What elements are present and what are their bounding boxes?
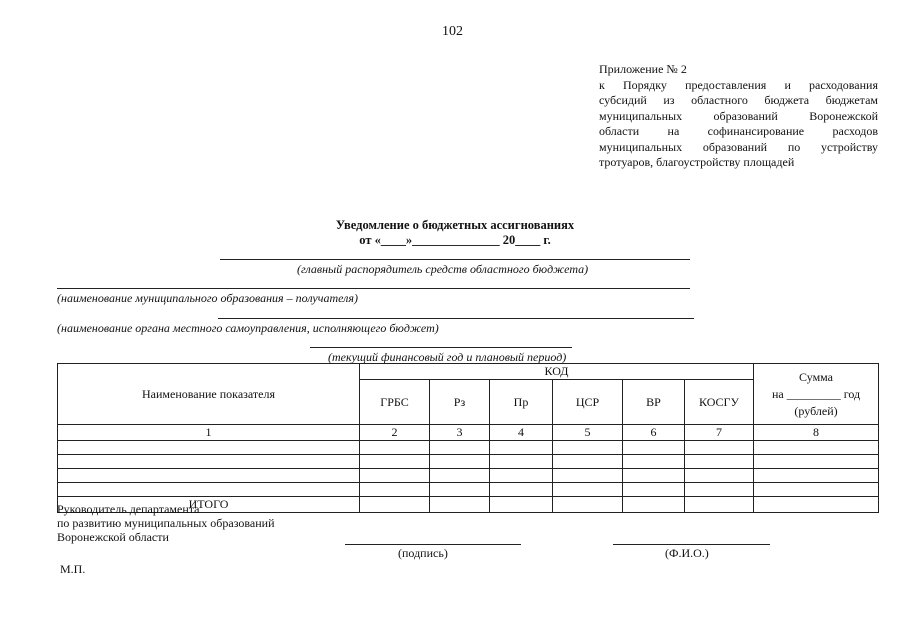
signatory-line: Воронежской области bbox=[57, 530, 169, 544]
empty-cell[interactable] bbox=[685, 469, 754, 483]
appendix-block bbox=[599, 62, 878, 171]
column-number: 5 bbox=[553, 425, 623, 441]
empty-cell[interactable] bbox=[553, 441, 623, 455]
table-row bbox=[58, 483, 879, 497]
empty-cell[interactable] bbox=[58, 483, 360, 497]
column-number-row bbox=[58, 425, 879, 441]
fill-line-municipality bbox=[57, 288, 690, 289]
empty-cell[interactable] bbox=[685, 483, 754, 497]
empty-cell[interactable] bbox=[553, 497, 623, 513]
page-number: 102 bbox=[442, 24, 463, 39]
column-number: 6 bbox=[623, 425, 685, 441]
caption-local-authority: (наименование органа местного самоуправления, исполняющего бюджет) bbox=[57, 321, 439, 335]
empty-cell[interactable] bbox=[430, 483, 490, 497]
header-code: КОД bbox=[360, 364, 754, 380]
empty-cell[interactable] bbox=[553, 455, 623, 469]
header-sum bbox=[754, 364, 879, 425]
document-date-line: от «____»______________ 20____ г. bbox=[359, 233, 551, 247]
table-row bbox=[58, 469, 879, 483]
signatory-block bbox=[57, 502, 275, 544]
appendix-line: муниципальных образований по устройству bbox=[599, 139, 878, 154]
empty-cell[interactable] bbox=[623, 497, 685, 513]
caption-period: (текущий финансовый год и плановый период) bbox=[328, 350, 567, 364]
appendix-line: области на софинансирование расходов bbox=[599, 124, 878, 138]
appendix-line: тротуаров, благоустройству площадей bbox=[599, 155, 795, 169]
empty-cell[interactable] bbox=[58, 455, 360, 469]
empty-cell[interactable] bbox=[490, 483, 553, 497]
appendix-line: муниципальных образований Воронежской bbox=[599, 108, 878, 123]
name-line bbox=[613, 544, 770, 545]
header-code-pr: Пр bbox=[490, 380, 553, 425]
column-number: 4 bbox=[490, 425, 553, 441]
header-sum-title: Сумма bbox=[799, 369, 834, 384]
column-number: 3 bbox=[430, 425, 490, 441]
appropriations-table bbox=[57, 363, 879, 513]
empty-cell[interactable] bbox=[490, 455, 553, 469]
document-title: Уведомление о бюджетных ассигнованиях bbox=[335, 218, 575, 232]
empty-cell[interactable] bbox=[623, 455, 685, 469]
empty-cell[interactable] bbox=[623, 441, 685, 455]
signatory-line: Руководитель департамента bbox=[57, 502, 200, 516]
empty-cell[interactable] bbox=[58, 441, 360, 455]
table-row bbox=[58, 441, 879, 455]
table-row bbox=[58, 455, 879, 469]
empty-cell[interactable] bbox=[754, 497, 879, 513]
header-code-grbs: ГРБС bbox=[360, 380, 430, 425]
fill-line-administrator bbox=[220, 259, 690, 260]
appendix-title: Приложение № 2 bbox=[599, 62, 687, 76]
empty-cell[interactable] bbox=[685, 441, 754, 455]
name-caption: (Ф.И.О.) bbox=[665, 546, 709, 560]
column-number: 2 bbox=[360, 425, 430, 441]
empty-cell[interactable] bbox=[685, 455, 754, 469]
empty-cell[interactable] bbox=[360, 483, 430, 497]
header-indicator: Наименование показателя bbox=[58, 364, 360, 425]
empty-cell[interactable] bbox=[58, 469, 360, 483]
header-code-rz: Рз bbox=[430, 380, 490, 425]
caption-main-administrator: (главный распорядитель средств областного бюджета) bbox=[297, 262, 589, 276]
document-heading bbox=[200, 218, 710, 248]
empty-cell[interactable] bbox=[490, 441, 553, 455]
column-number: 7 bbox=[685, 425, 754, 441]
header-code-kosgu: КОСГУ bbox=[685, 380, 754, 425]
empty-cell[interactable] bbox=[360, 469, 430, 483]
empty-cell[interactable] bbox=[490, 497, 553, 513]
fill-line-local-authority bbox=[218, 318, 694, 319]
empty-cell[interactable] bbox=[360, 455, 430, 469]
empty-cell[interactable] bbox=[754, 469, 879, 483]
stamp-place: М.П. bbox=[60, 562, 86, 576]
column-number: 8 bbox=[754, 425, 879, 441]
empty-cell[interactable] bbox=[623, 483, 685, 497]
empty-cell[interactable] bbox=[623, 469, 685, 483]
appendix-line: к Порядку предоставления и расходования bbox=[599, 77, 878, 92]
header-sum-year: на _________ год bbox=[771, 386, 861, 401]
empty-cell[interactable] bbox=[490, 469, 553, 483]
empty-cell[interactable] bbox=[360, 497, 430, 513]
empty-cell[interactable] bbox=[754, 455, 879, 469]
appendix-line: субсидий из областного бюджета бюджетам bbox=[599, 93, 878, 107]
empty-cell[interactable] bbox=[553, 469, 623, 483]
empty-cell[interactable] bbox=[430, 441, 490, 455]
empty-cell[interactable] bbox=[360, 441, 430, 455]
empty-cell[interactable] bbox=[553, 483, 623, 497]
header-code-csr: ЦСР bbox=[553, 380, 623, 425]
empty-cell[interactable] bbox=[430, 497, 490, 513]
column-number: 1 bbox=[58, 425, 360, 441]
signatory-line: по развитию муниципальных образований bbox=[57, 516, 275, 530]
empty-cell[interactable] bbox=[754, 441, 879, 455]
caption-municipality: (наименование муниципального образования – получателя) bbox=[57, 291, 358, 305]
empty-cell[interactable] bbox=[430, 469, 490, 483]
empty-cell[interactable] bbox=[430, 455, 490, 469]
fill-line-period bbox=[310, 347, 572, 348]
header-sum-unit: (рублей) bbox=[794, 403, 838, 418]
total-label: ИТОГО bbox=[58, 497, 360, 513]
header-code-vr: ВР bbox=[623, 380, 685, 425]
empty-cell[interactable] bbox=[685, 497, 754, 513]
empty-cell[interactable] bbox=[754, 483, 879, 497]
signature-line bbox=[345, 544, 521, 545]
signature-caption: (подпись) bbox=[398, 546, 448, 560]
